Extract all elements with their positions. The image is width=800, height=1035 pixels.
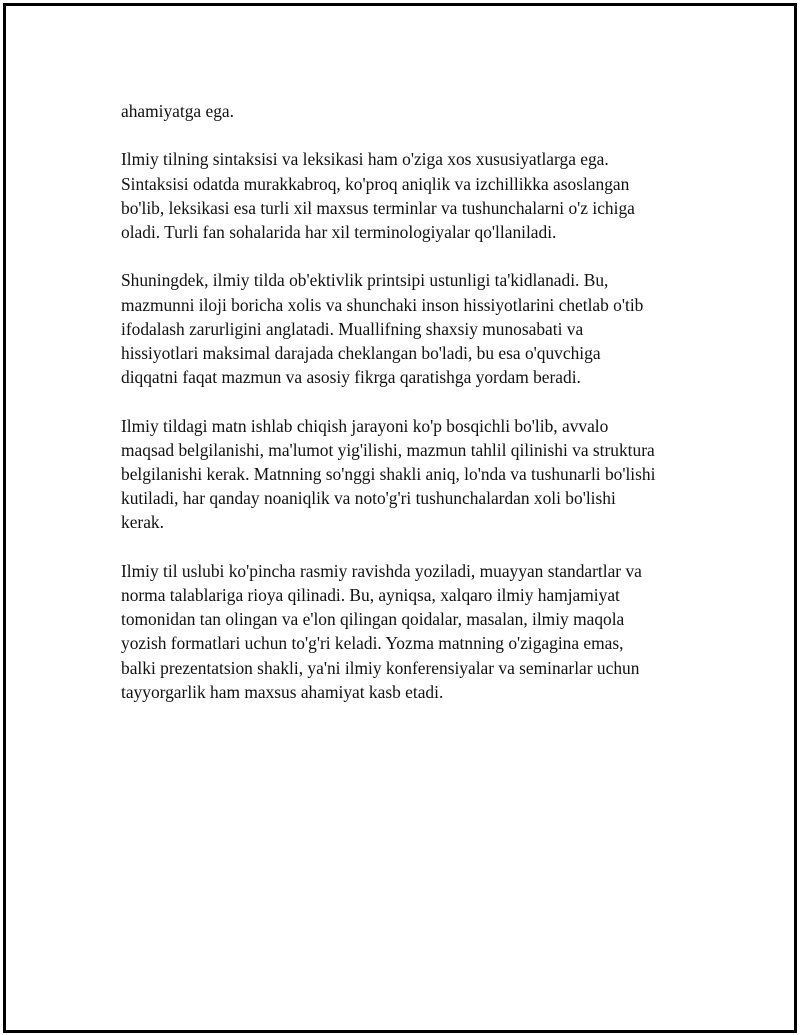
paragraph-1: ahamiyatga ega. xyxy=(121,101,234,121)
paragraph-5: Ilmiy til uslubi ko'pincha rasmiy ravishda yoziladi, muayyan standartlar va norma talablariga rioya qilinadi. Bu, ayniqsa, xalqaro ilmiy hamjamiyat tomonidan tan olingan va e'lon qilingan qoidalar, masalan, ilmiy maqola yozish formatlari uchun to'g'ri keladi. Yozma matnning o'zigagina emas, balki prezentatsion shakli, ya'ni ilmiy konferensiyalar va seminarlar uchun tayyorgarlik ham maxsus ahamiyat kasb etadi. xyxy=(121,560,642,702)
document-page xyxy=(3,3,797,1033)
paragraph-2: Ilmiy tilning sintaksisi va leksikasi ham o'ziga xos xususiyatlarga ega. Sintaksisi odatda murakkabroq, ko'proq aniqlik va izchillikka asoslangan bo'lib, leksikasi esa turli xil maxsus terminlar va tushunchalarni o'z ichiga oladi. Turli fan sohalarida har xil terminologiyalar qo'llaniladi. xyxy=(121,149,635,242)
document-body xyxy=(121,99,681,728)
paragraph-3: Shuningdek, ilmiy tilda ob'ektivlik printsipi ustunligi ta'kidlanadi. Bu, mazmunni iloji boricha xolis va shunchaki inson hissiyotlarini chetlab o'tib ifodalash zarurligini anglatadi. Muallifning shaxsiy munosabati va hissiyotlari maksimal darajada cheklangan bo'ladi, bu esa o'quvchiga diqqatni faqat mazmun va asosiy fikrga qaratishga yordam beradi. xyxy=(121,270,644,388)
paragraph-4: Ilmiy tildagi matn ishlab chiqish jarayoni ko'p bosqichli bo'lib, avvalo maqsad belgilanishi, ma'lumot yig'ilishi, mazmun tahlil qilinishi va struktura belgilanishi kerak. Matnning so'nggi shakli aniq, lo'nda va tushunarli bo'lishi kutiladi, har qanday noaniqlik va noto'g'ri tushunchalardan xoli bo'lishi kerak. xyxy=(121,415,656,533)
